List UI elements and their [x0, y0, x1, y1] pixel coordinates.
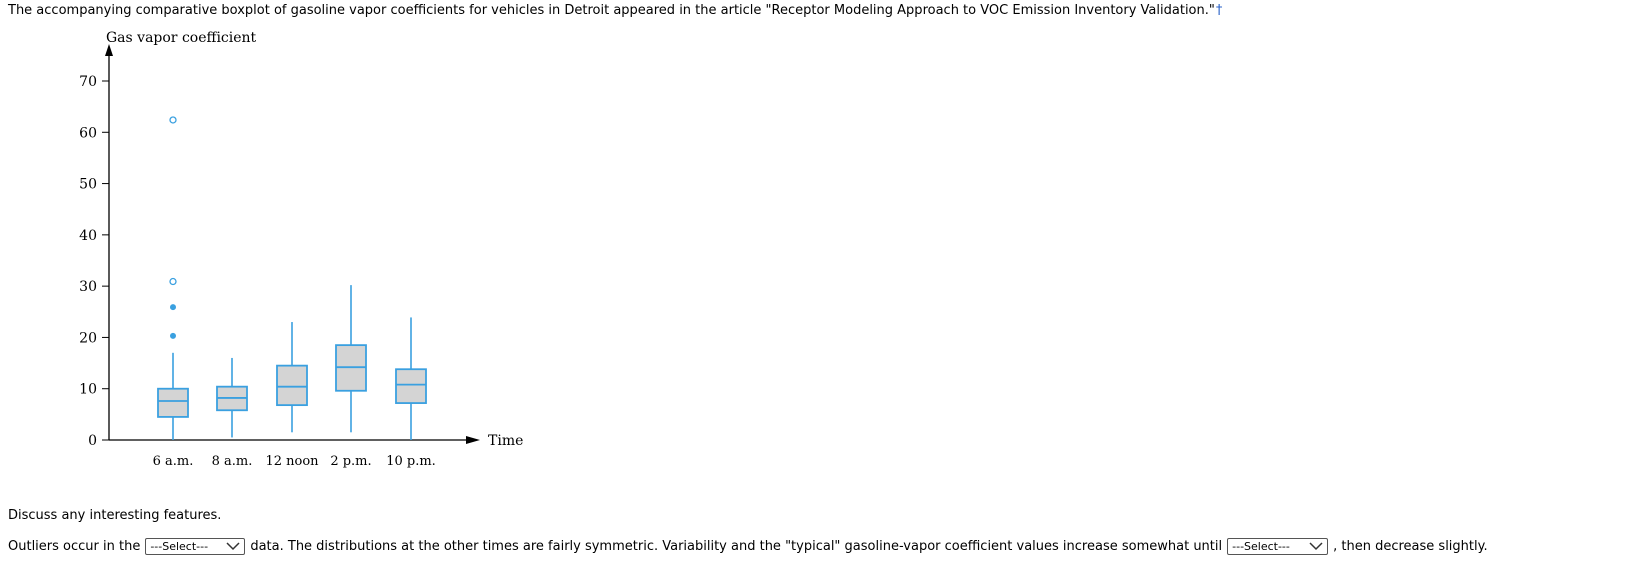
peak-time-select[interactable] [1227, 538, 1328, 555]
answer-part1: Outliers occur in the [8, 539, 141, 554]
chevron-down-icon [226, 542, 240, 551]
x-axis-arrow [466, 436, 480, 444]
box-12-noon [277, 322, 307, 432]
answer-part3: , then decrease slightly. [1333, 539, 1488, 554]
box-2-p-m [336, 285, 366, 432]
y-tick-label: 70 [79, 74, 97, 90]
discuss-prompt: Discuss any interesting features. [8, 508, 222, 523]
answer-part2: data. The distributions at the other times are fairly symmetric. Variability and the "typical" gasoline-vapor coefficient values increase somewhat until [250, 539, 1223, 554]
y-tick-label: 20 [79, 330, 97, 347]
x-tick-labels [153, 454, 436, 469]
peak-time-select-value: ---Select--- [1232, 540, 1290, 553]
mild-outlier [170, 304, 176, 310]
box-8-a-m [217, 358, 247, 437]
x-tick-label: 6 a.m. [152, 454, 194, 469]
x-tick-label: 2 p.m. [330, 454, 372, 469]
y-tick-label: 50 [79, 176, 97, 193]
chevron-down-icon [1309, 542, 1323, 551]
extreme-outlier [170, 279, 176, 285]
intro-sentence: The accompanying comparative boxplot of gasoline vapor coefficients for vehicles in Detroit appeared in the article "Receptor Modeling Approach to VOC Emission Inventory Validation." [8, 3, 1215, 18]
iqr-box [277, 366, 307, 405]
outlier-time-select[interactable] [145, 538, 245, 555]
y-ticks [79, 74, 109, 449]
y-tick-label: 60 [79, 125, 97, 142]
x-axis-label: Time [488, 433, 524, 449]
y-tick-label: 40 [79, 227, 97, 244]
iqr-box [158, 389, 188, 417]
iqr-box [396, 369, 426, 403]
x-tick-label: 12 noon [265, 454, 319, 469]
x-tick-label: 10 p.m. [386, 454, 436, 469]
y-tick-label: 30 [79, 279, 97, 296]
mild-outlier [170, 333, 176, 339]
chart-axes [105, 30, 523, 449]
y-tick-label: 10 [79, 381, 97, 398]
box-10-p-m [396, 317, 426, 440]
answer-sentence [8, 538, 1488, 555]
y-axis-label: Gas vapor coefficient [106, 30, 257, 46]
box-6-a-m [158, 117, 188, 440]
y-tick-label: 0 [88, 433, 97, 449]
footnote-dagger-link[interactable]: † [1215, 3, 1223, 18]
intro-text [8, 3, 1222, 18]
x-tick-label: 8 a.m. [211, 454, 253, 469]
outlier-time-select-value: ---Select--- [150, 540, 209, 553]
boxplot-chart [0, 28, 560, 478]
boxes [158, 117, 426, 440]
extreme-outlier [170, 117, 176, 123]
